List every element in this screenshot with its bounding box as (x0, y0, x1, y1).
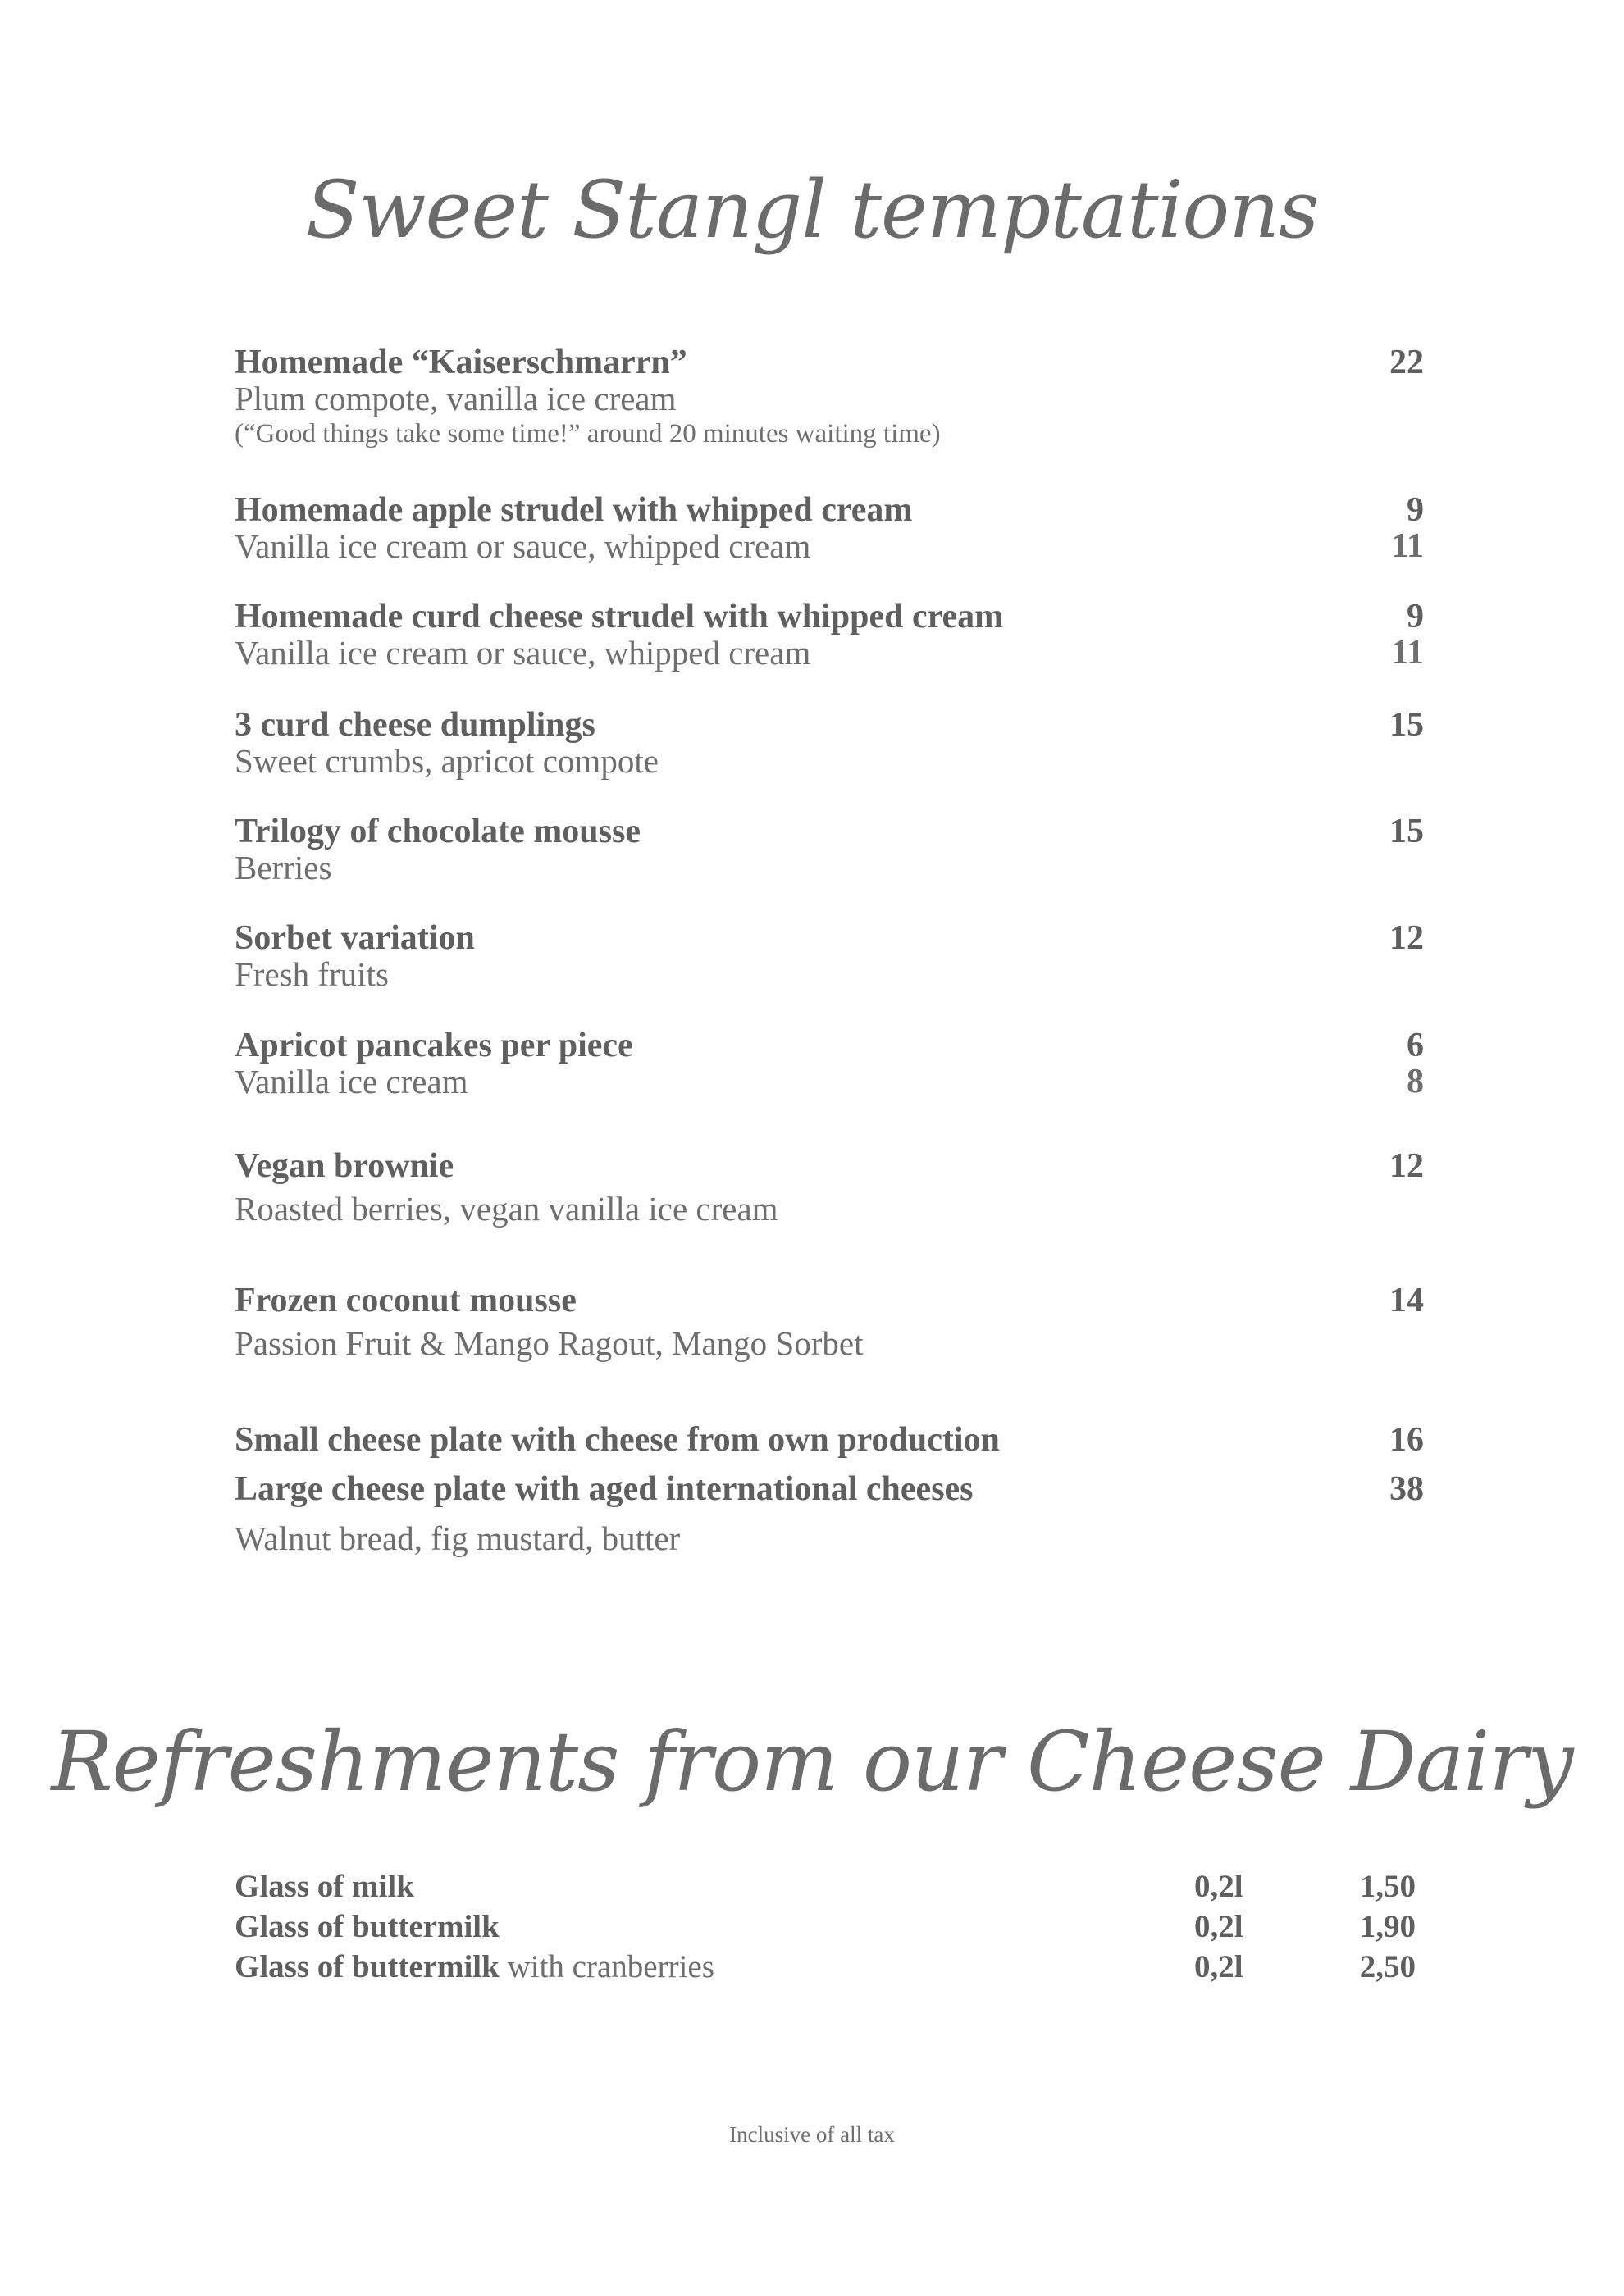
menu-item (235, 920, 1424, 992)
drink-row (235, 1947, 1416, 1988)
menu-item (235, 1282, 1424, 1361)
item-price: 14 (1389, 1282, 1424, 1319)
drink-price: 2,50 (1359, 1949, 1416, 1984)
item-alt-price: 11 (1391, 634, 1424, 672)
drink-name: Glass of milk (235, 1869, 414, 1904)
drink-volume: 0,2l (1194, 1909, 1243, 1944)
drink-price: 1,50 (1359, 1869, 1416, 1904)
drink-row (235, 1906, 1416, 1947)
item-description: Fresh fruits (235, 955, 389, 993)
cheese-plates (235, 1422, 1424, 1556)
item-description: Vanilla ice cream (235, 1063, 468, 1100)
menu-item (235, 707, 1424, 779)
item-price: 38 (1389, 1470, 1424, 1508)
menu-item (235, 599, 1424, 671)
drink-volume: 0,2l (1194, 1869, 1243, 1904)
item-name: Vegan brownie (235, 1147, 454, 1185)
item-price: 9 (1407, 491, 1424, 529)
drink-price: 1,90 (1359, 1909, 1416, 1944)
item-name: Sorbet variation (235, 919, 475, 957)
item-description: Vanilla ice cream or sauce, whipped cream (235, 527, 811, 565)
item-description: Passion Fruit & Mango Ragout, Mango Sorbet (235, 1324, 864, 1362)
item-name: Large cheese plate with aged international cheeses (235, 1470, 974, 1508)
item-price: 6 (1407, 1027, 1424, 1064)
drink-row (235, 1866, 1416, 1907)
item-price: 12 (1389, 919, 1424, 957)
item-price: 22 (1389, 344, 1424, 381)
item-name: Homemade “Kaiserschmarrn” (235, 344, 687, 381)
item-note: (“Good things take some time!” around 20 minutes waiting time) (235, 419, 941, 449)
item-price: 15 (1389, 706, 1424, 744)
menu-item (235, 344, 1424, 451)
drink-name: Glass of buttermilk (235, 1949, 500, 1984)
item-price: 12 (1389, 1147, 1424, 1185)
item-alt-price: 11 (1391, 527, 1424, 565)
menu-item (235, 492, 1424, 564)
item-name: Trilogy of chocolate mousse (235, 813, 641, 850)
item-description: Walnut bread, fig mustard, butter (235, 1519, 681, 1557)
section-title-refreshments: Refreshments from our Cheese Dairy (51, 1714, 1573, 1810)
item-description: Plum compote, vanilla ice cream (235, 380, 677, 417)
menu-item (235, 1148, 1424, 1227)
item-alt-price: 8 (1407, 1063, 1424, 1100)
item-price: 16 (1389, 1421, 1424, 1459)
drink-extra: with cranberries (499, 1949, 714, 1984)
item-name: Homemade apple strudel with whipped cream (235, 491, 913, 529)
menu-item (235, 813, 1424, 886)
item-name: 3 curd cheese dumplings (235, 706, 595, 744)
item-name: Apricot pancakes per piece (235, 1027, 633, 1064)
item-name: Frozen coconut mousse (235, 1282, 577, 1319)
section-title-sweet: Sweet Stangl temptations (305, 164, 1319, 256)
item-name: Small cheese plate with cheese from own production (235, 1421, 1000, 1459)
item-description: Berries (235, 849, 332, 886)
item-description: Sweet crumbs, apricot compote (235, 742, 659, 780)
item-description: Roasted berries, vegan vanilla ice cream (235, 1190, 778, 1228)
item-price: 9 (1407, 598, 1424, 636)
footer-tax-note: Inclusive of all tax (729, 2122, 895, 2147)
drink-name: Glass of buttermilk (235, 1909, 500, 1944)
menu-item (235, 1027, 1424, 1100)
item-description: Vanilla ice cream or sauce, whipped cream (235, 634, 811, 672)
item-price: 15 (1389, 813, 1424, 850)
drink-volume: 0,2l (1194, 1949, 1243, 1984)
item-name: Homemade curd cheese strudel with whipped cream (235, 598, 1004, 636)
